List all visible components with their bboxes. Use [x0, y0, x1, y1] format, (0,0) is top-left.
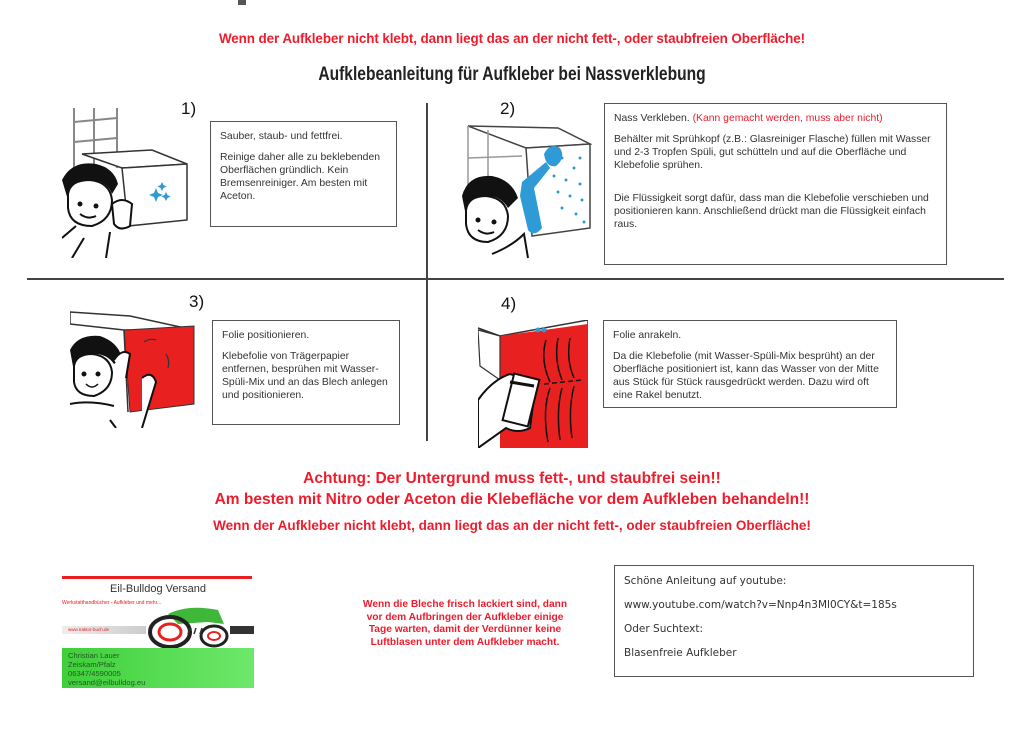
warning-line-2: Am besten mit Nitro oder Aceton die Klebefläche vor dem Aufkleben behandeln!! [214, 491, 810, 508]
step-2-heading: Nass Verkleben. [614, 113, 690, 124]
card-email: versand@eilbulldog.eu [68, 678, 146, 687]
youtube-url[interactable]: www.youtube.com/watch?v=Nnp4n3Ml0CY&t=185s [624, 599, 897, 611]
step-3-body: Klebefolie von Trägerpapier entfernen, besprühen mit Wasser-Spüli-Mix und an das Blech anlegen und positionieren. [222, 351, 388, 401]
step-3-number: 3) [189, 292, 205, 311]
card-red-bar [62, 576, 252, 579]
step-3-heading: Folie positionieren. [222, 330, 310, 341]
person-positioning-red-foil-illustration [70, 308, 200, 428]
step-1-text-box [210, 121, 397, 227]
step-4-body: Da die Klebefolie (mit Wasser-Spüli-Mix besprüht) an der Oberfläche positioniert ist, kann das Wasser von der Mitte aus Stück für Stück rausgedrückt werden. Dazu wird oft eine Rakel benutzt. [613, 351, 879, 401]
step-2-number: 2) [500, 99, 516, 118]
step-4-text-box [603, 320, 897, 408]
card-location: Zeiskam/Pfalz [68, 660, 116, 669]
business-card [62, 574, 254, 688]
person-cleaning-cabinet-illustration [62, 108, 202, 258]
card-phone: 06347/4590005 [68, 669, 121, 678]
card-brand: Eil-Bulldog Versand [109, 583, 206, 595]
top-edge-mark [238, 0, 246, 5]
card-name: Christian Lauer [68, 651, 120, 660]
step-4-number: 4) [501, 294, 517, 313]
top-warning-text: Wenn der Aufkleber nicht klebt, dann liegt das an der nicht fett-, oder staubfreien Oberfläche! [218, 30, 806, 46]
search-label: Oder Suchtext: [624, 623, 704, 635]
card-website: www.traktor-buch.de [62, 626, 146, 634]
step-1-number: 1) [181, 99, 197, 118]
tractor-logo-icon [148, 604, 232, 648]
grid-divider-vertical [426, 103, 428, 441]
paint-drying-note: Wenn die Bleche frisch lackiert sind, dann vor dem Aufbringen der Aufkleber einige Tage warten, damit der Verdünner keine Luftblasen unter dem Aufkleber macht. [362, 599, 568, 648]
warning-line-3: Wenn der Aufkleber nicht klebt, dann liegt das an der nicht fett-, oder staubfreien Oberfläche! [213, 518, 811, 533]
youtube-label: Schöne Anleitung auf youtube: [624, 575, 787, 587]
step-2-body-2: Die Flüssigkeit sorgt dafür, dass man die Klebefolie verschieben und positionieren kann. Anschließend drückt man die Flüssigkeit einfach raus. [614, 193, 929, 230]
person-spraying-cabinet-illustration [462, 118, 592, 268]
youtube-info-box [614, 565, 974, 677]
search-text: Blasenfreie Aufkleber [624, 647, 737, 659]
step-1-heading: Sauber, staub- und fettfrei. [220, 131, 343, 142]
step-4-heading: Folie anrakeln. [613, 330, 682, 341]
card-contact-box [62, 648, 254, 688]
step-2-heading-line [614, 112, 937, 125]
step-2-body: Behälter mit Sprühkopf (z.B.: Glasreiniger Flasche) füllen mit Wasser und 2-3 Tropfen Spüli, gut schütteln und auf die Oberfläche und Klebefolie sprühen. [614, 134, 931, 171]
card-dark-bar [230, 626, 254, 634]
card-tagline: Werkstatthandbücher - Aufkleber und mehr... [62, 600, 162, 606]
warning-line-1: Achtung: Der Untergrund muss fett-, und staubfrei sein!! [303, 470, 721, 487]
step-1-body: Reinige daher alle zu beklebenden Oberflächen gründlich. Kein Bremsenreiniger. Am besten mit Aceton. [220, 152, 381, 202]
step-2-heading-note: (Kann gemacht werden, muss aber nicht) [692, 113, 883, 124]
step-3-text-box [212, 320, 400, 425]
step-2-text-box [604, 103, 947, 265]
page-title: Aufklebeanleitung für Aufkleber bei Nassverklebung [318, 64, 706, 85]
grid-divider-horizontal [27, 278, 1004, 280]
hand-squeegee-red-foil-illustration [478, 320, 588, 448]
